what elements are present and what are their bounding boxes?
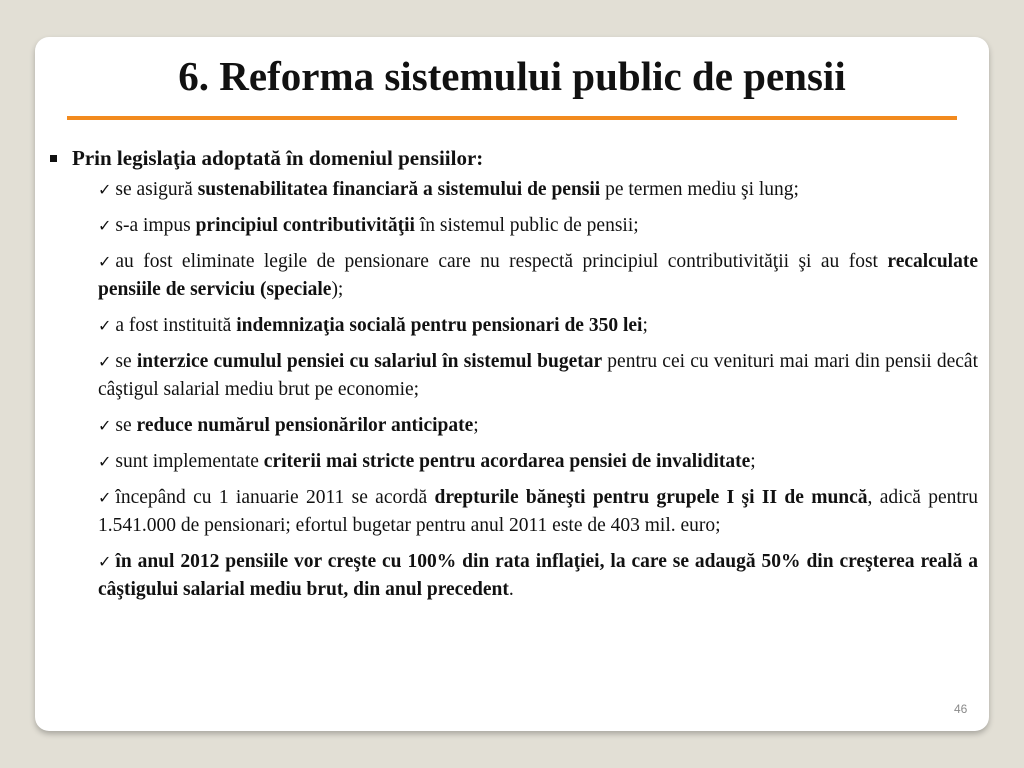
heading-text: Prin legislaţia adoptată în domeniul pensiilor: bbox=[72, 146, 484, 170]
item-bold-text: criterii mai stricte pentru acordarea pensiei de invaliditate bbox=[263, 451, 751, 472]
item-text: pentru cei cu venituri mai mari din pensii decât câştigul salarial mediu brut pe economie; bbox=[98, 351, 978, 400]
item-bold-text: în anul 2012 pensiile vor creşte cu 100% din rata inflaţiei, la care se adaugă 50% din creşterea reală a câştigului salarial mediu brut, din anul precedent bbox=[98, 551, 978, 600]
check-icon: ✓ bbox=[98, 488, 112, 507]
item-text: se bbox=[115, 415, 137, 436]
item-text: pe termen mediu şi lung; bbox=[600, 179, 799, 200]
item-text: se bbox=[115, 351, 137, 372]
bullet-heading bbox=[50, 144, 978, 172]
square-bullet-icon bbox=[50, 155, 57, 162]
check-icon: ✓ bbox=[98, 552, 112, 571]
check-icon: ✓ bbox=[98, 180, 112, 199]
item-bold-text: recalculate pensiile de serviciu (speciale bbox=[98, 251, 978, 300]
list-item bbox=[98, 548, 978, 604]
item-text: au fost eliminate legile de pensionare care nu respectă principiul contributivităţii şi au fost bbox=[115, 251, 888, 272]
check-icon: ✓ bbox=[98, 452, 112, 471]
item-text: s-a impus bbox=[115, 215, 196, 236]
list-item bbox=[98, 412, 978, 440]
list-item bbox=[98, 248, 978, 304]
check-icon: ✓ bbox=[98, 252, 112, 271]
item-text: a fost instituită bbox=[115, 315, 237, 336]
check-icon: ✓ bbox=[98, 316, 112, 335]
item-text: începând cu 1 ianuarie 2011 se acordă bbox=[115, 487, 435, 508]
slide-content bbox=[50, 144, 978, 612]
list-item bbox=[98, 448, 978, 476]
item-bold-text: principiul contributivităţii bbox=[195, 215, 415, 236]
item-text: în sistemul public de pensii; bbox=[414, 215, 639, 236]
item-bold-text: interzice cumulul pensiei cu salariul în sistemul bugetar bbox=[136, 351, 603, 372]
item-bold-text: drepturile băneşti pentru grupele I şi II de muncă bbox=[434, 487, 868, 508]
item-text: ; bbox=[642, 315, 648, 336]
checklist bbox=[50, 176, 978, 604]
list-item bbox=[98, 212, 978, 240]
item-bold-text: reduce numărul pensionărilor anticipate bbox=[136, 415, 474, 436]
item-text: , adică pentru 1.541.000 de pensionari; efortul bugetar pentru anul 2011 este de 403 mil. euro; bbox=[98, 487, 979, 536]
item-text: sunt implementate bbox=[115, 451, 264, 472]
item-bold-text: sustenabilitatea financiară a sistemului de pensii bbox=[197, 179, 601, 200]
slide-title: 6. Reforma sistemului public de pensii bbox=[178, 53, 846, 99]
list-item bbox=[98, 312, 978, 340]
title-underline bbox=[67, 116, 957, 120]
check-icon: ✓ bbox=[98, 352, 112, 371]
check-icon: ✓ bbox=[98, 416, 112, 435]
item-text: se asigură bbox=[115, 179, 198, 200]
check-icon: ✓ bbox=[98, 216, 112, 235]
list-item bbox=[98, 484, 978, 540]
list-item bbox=[98, 348, 978, 404]
item-text: ; bbox=[473, 415, 479, 436]
page-number: 46 bbox=[954, 702, 968, 716]
item-text: ; bbox=[750, 451, 756, 472]
list-item bbox=[98, 176, 978, 204]
item-text: ); bbox=[331, 279, 344, 300]
item-bold-text: indemnizaţia socială pentru pensionari de 350 lei bbox=[236, 315, 643, 336]
item-text: . bbox=[508, 579, 514, 600]
